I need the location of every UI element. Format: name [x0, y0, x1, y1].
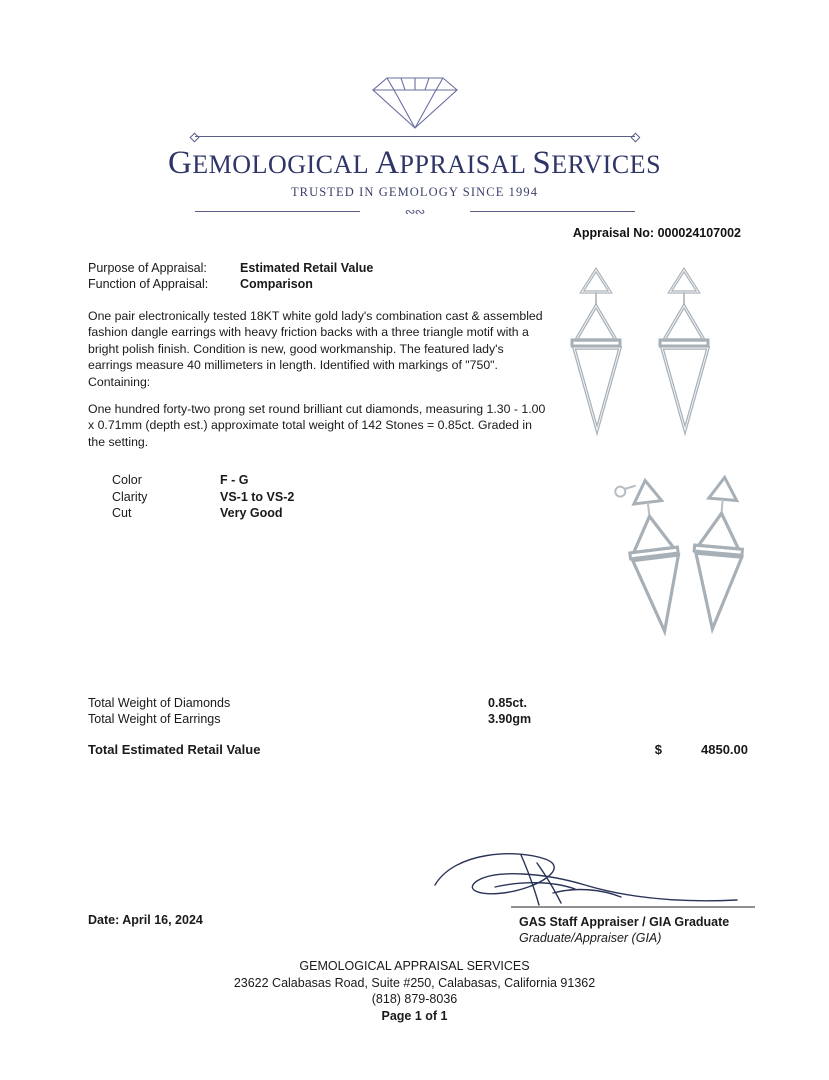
- grading-value-cut: Very Good: [220, 506, 283, 520]
- grading-row-cut: [112, 505, 294, 522]
- rule-dot-left: [189, 133, 199, 143]
- document-header: [0, 70, 829, 218]
- header-rule-top: [195, 136, 635, 137]
- grand-total-currency: $: [654, 742, 662, 757]
- description-paragraph-2: One hundred forty-two prong set round brilliant cut diamonds, measuring 1.30 - 1.00 x 0.71mm (depth est.) approximate total weight of 142 Stones = 0.85ct. Graded in the setting.: [88, 402, 546, 449]
- grading-table: [112, 472, 294, 522]
- grading-label-clarity: Clarity: [112, 489, 148, 504]
- document-footer: [0, 958, 829, 1024]
- total-weight-diamonds-row: [88, 695, 748, 711]
- signature-area: [425, 845, 755, 913]
- earrings-photo-angled: [600, 470, 780, 640]
- purpose-value: Estimated Retail Value: [240, 261, 374, 275]
- grading-row-color: [112, 472, 294, 489]
- purpose-row: [88, 260, 373, 276]
- grading-label-cut: Cut: [112, 506, 132, 520]
- grand-total-amount: 4850.00: [701, 742, 748, 757]
- footer-page-number: Page 1 of 1: [381, 1008, 448, 1023]
- grading-value-clarity: VS-1 to VS-2: [220, 489, 295, 504]
- grading-label-color: Color: [112, 473, 142, 487]
- footer-address: 23622 Calabasas Road, Suite #250, Calabasas, California 91362: [233, 975, 596, 990]
- total-weight-diamonds-value: 0.85ct.: [488, 696, 527, 710]
- grand-total-label: Total Estimated Retail Value: [88, 742, 261, 757]
- purpose-label: Purpose of Appraisal:: [88, 261, 207, 275]
- total-weight-earrings-row: [88, 711, 748, 727]
- footer-phone: (818) 879-8036: [371, 992, 458, 1006]
- appraiser-subtitle: Graduate/Appraiser (GIA): [519, 931, 662, 945]
- diamond-icon: [367, 70, 463, 132]
- grading-row-clarity: [112, 489, 294, 506]
- function-row: [88, 276, 373, 292]
- signature-mark: [425, 845, 755, 913]
- description-paragraph-1: One pair electronically tested 18KT white gold lady's combination cast & assembled fashion dangle earrings with heavy friction backs with a three triangle motif with a bright polish finish. Condition is new, good workmanship. The featured lady's earrings measure 40 millimeters in length. Identified with markings of "750". Containing:: [88, 309, 543, 389]
- company-tagline: TRUSTED IN GEMOLOGY SINCE 1994: [290, 185, 539, 199]
- header-flourish: [195, 204, 635, 218]
- earrings-photo-front: [540, 262, 755, 442]
- total-weight-earrings-value: 3.90gm: [488, 712, 532, 726]
- total-weight-earrings-label: Total Weight of Earrings: [88, 712, 221, 726]
- total-weight-diamonds-label: Total Weight of Diamonds: [88, 696, 231, 710]
- appraiser-title: GAS Staff Appraiser / GIA Graduate: [519, 915, 730, 929]
- company-name: GEMOLOGICAL APPRAISAL SERVICES: [167, 145, 662, 181]
- flourish-ornament: ∾∾: [404, 204, 425, 219]
- totals-block: [88, 695, 748, 727]
- rule-dot-right: [630, 133, 640, 143]
- purpose-block: [88, 260, 373, 292]
- appraisal-number: Appraisal No: 000024107002: [572, 226, 741, 240]
- grading-value-color: F - G: [220, 473, 249, 487]
- function-label: Function of Appraisal:: [88, 277, 209, 291]
- grand-total-row: [88, 742, 748, 757]
- footer-company: GEMOLOGICAL APPRAISAL SERVICES: [299, 959, 530, 973]
- function-value: Comparison: [240, 277, 313, 291]
- appraisal-date: Date: April 16, 2024: [88, 913, 203, 927]
